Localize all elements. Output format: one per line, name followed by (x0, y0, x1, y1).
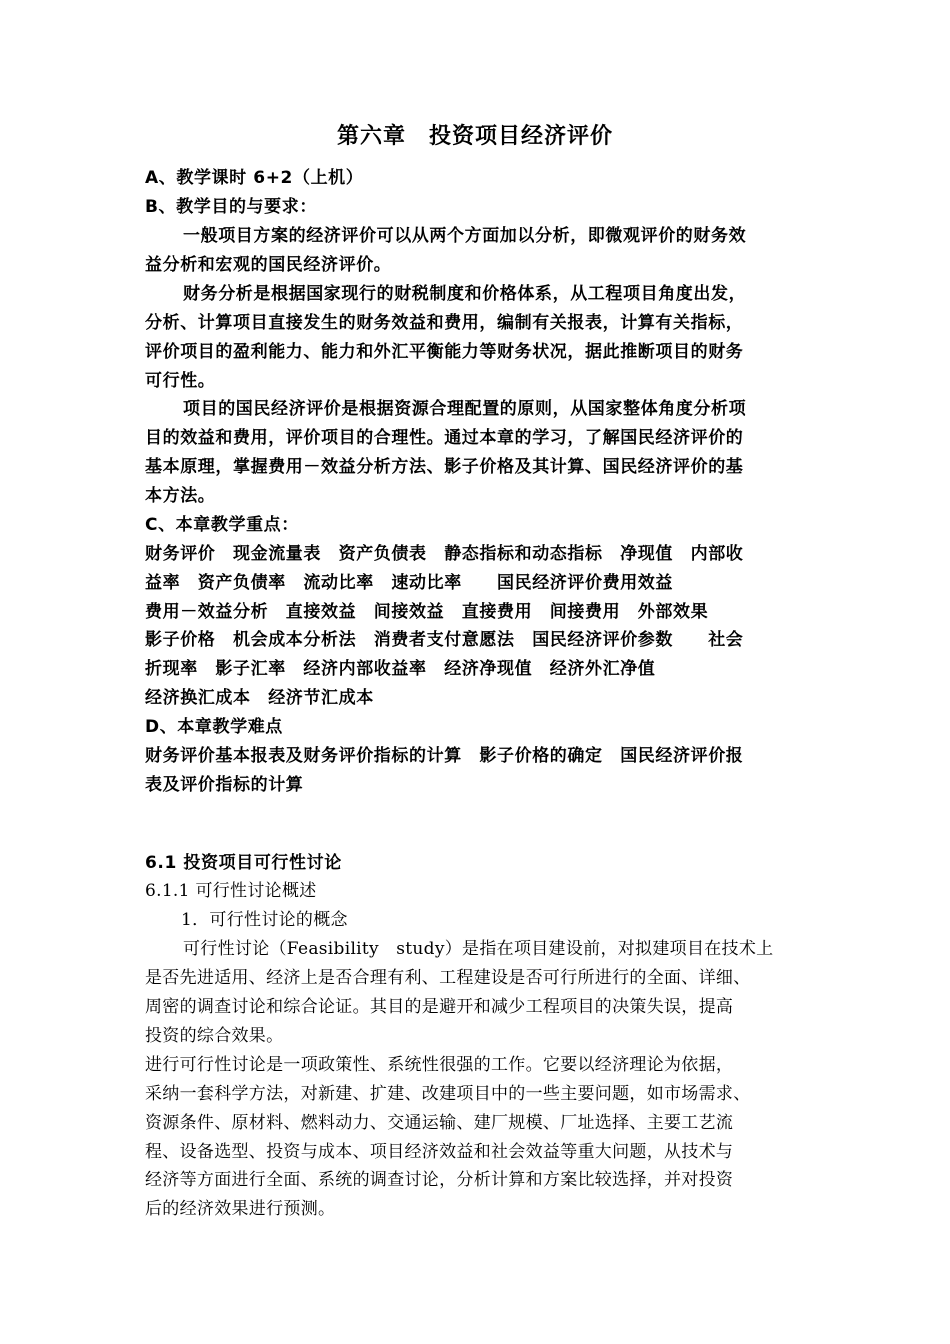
key-points-line: 益率 资产负债率 流动比率 速动比率 国民经济评价费用效益 (145, 573, 673, 593)
heading-6-1: 6.1 投资项目可行性讨论 (145, 853, 342, 873)
work-para-line: 经济等方面进行全面、系统的调查讨论，分析计算和方案比较选择，并对投资 (145, 1170, 734, 1190)
b-para1-line: 一般项目方案的经济评价可以从两个方面加以分析，即微观评价的财务效 (183, 226, 747, 246)
section-b-heading: B、教学目的与要求： (145, 197, 317, 217)
chapter-title: 第六章 投资项目经济评价 (336, 124, 613, 149)
section-c-heading: C、本章教学重点： (145, 515, 299, 535)
difficulties-line: 财务评价基本报表及财务评价指标的计算 影子价格的确定 国民经济评价报 (145, 746, 744, 766)
b-para1-line: 益分析和宏观的国民经济评价。 (145, 255, 392, 275)
b-para3-line: 项目的国民经济评价是根据资源合理配置的原则，从国家整体角度分析项 (183, 399, 747, 419)
work-para-line: 后的经济效果进行预测。 (145, 1199, 336, 1219)
work-para-line: 资源条件、原材料、燃料动力、交通运输、建厂规模、厂址选择、主要工艺流 (145, 1113, 734, 1133)
difficulties-line: 表及评价指标的计算 (145, 775, 304, 795)
b-para2-line: 分析、计算项目直接发生的财务效益和费用，编制有关报表，计算有关指标， (145, 313, 744, 333)
concept-para-line: 周密的调查讨论和综合论证。其目的是避开和减少工程项目的决策失误，提高 (145, 997, 734, 1017)
key-points-line: 费用－效益分析 直接效益 间接效益 直接费用 间接费用 外部效果 (145, 602, 709, 622)
b-para3-line: 基本原理，掌握费用－效益分析方法、影子价格及其计算、国民经济评价的基 (145, 457, 744, 477)
heading-6-1-1: 6.1.1 可行性讨论概述 (145, 881, 317, 901)
section-a-class-hours: A、教学课时 6+2（上机） (145, 168, 364, 188)
key-points-line: 经济换汇成本 经济节汇成本 (145, 688, 374, 708)
heading-concept: 1．可行性讨论的概念 (181, 910, 348, 930)
b-para2-line: 评价项目的盈利能力、能力和外汇平衡能力等财务状况，据此推断项目的财务 (145, 342, 744, 362)
key-points-line: 折现率 影子汇率 经济内部收益率 经济净现值 经济外汇净值 (145, 659, 656, 679)
concept-para-line: 可行性讨论（Feasibility study）是指在项目建设前，对拟建项目在技术上 (183, 939, 774, 959)
b-para2-line: 财务分析是根据国家现行的财税制度和价格体系，从工程项目角度出发， (183, 284, 747, 304)
work-para-line: 程、设备选型、投资与成本、项目经济效益和社会效益等重大问题，从技术与 (145, 1142, 734, 1162)
concept-para-line: 投资的综合效果。 (145, 1026, 284, 1046)
section-d-heading: D、本章教学难点 (145, 717, 283, 737)
b-para3-line: 目的效益和费用，评价项目的合理性。通过本章的学习，了解国民经济评价的 (145, 428, 744, 448)
work-para-line: 进行可行性讨论是一项政策性、系统性很强的工作。它要以经济理论为依据， (145, 1055, 734, 1075)
key-points-line: 财务评价 现金流量表 资产负债表 静态指标和动态指标 净现值 内部收 (145, 544, 744, 564)
b-para3-line: 本方法。 (145, 486, 216, 506)
concept-para-line: 是否先进适用、经济上是否合理有利、工程建设是否可行所进行的全面、详细、 (145, 968, 751, 988)
b-para2-line: 可行性。 (145, 371, 216, 391)
work-para-line: 采纳一套科学方法，对新建、扩建、改建项目中的一些主要问题，如市场需求、 (145, 1084, 751, 1104)
key-points-line: 影子价格 机会成本分析法 消费者支付意愿法 国民经济评价参数 社会 (145, 630, 744, 650)
